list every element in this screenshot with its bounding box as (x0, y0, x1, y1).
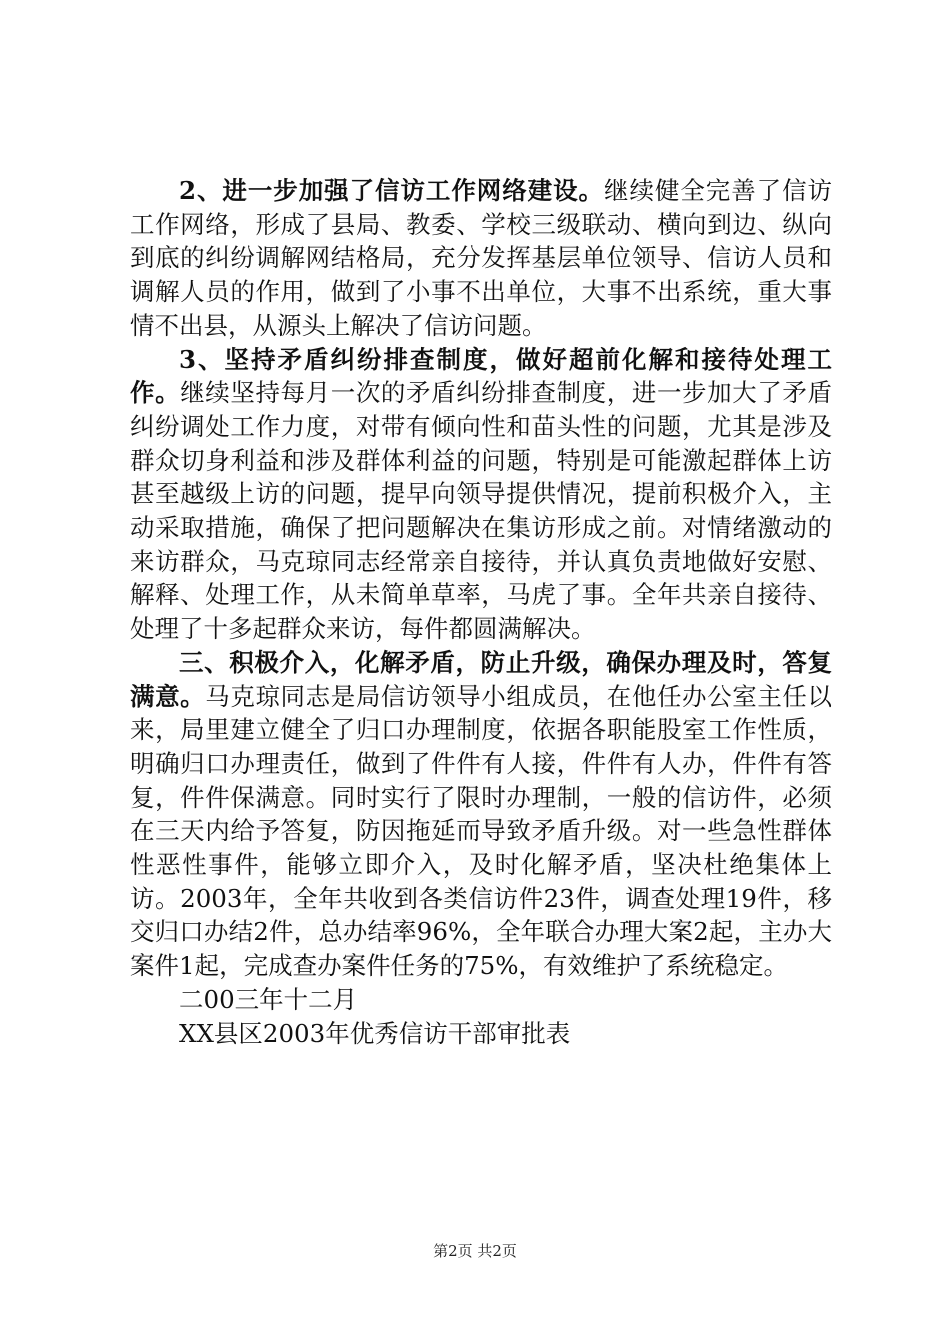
paragraph-heading: 3、坚持矛盾纠纷排查制度，做好超前化解和接待处理工作。 (130, 344, 832, 408)
paragraph-dispute-screening (130, 343, 832, 646)
paragraph-network-building (130, 174, 832, 343)
document-body (130, 174, 832, 1050)
date-line: 二00三年十二月 (179, 984, 358, 1014)
paragraph-text: 继续坚持每月一次的矛盾纠纷排查制度，进一步加大了矛盾纠纷调处工作力度，对带有倾向性和苗头性的问题，尤其是涉及群众切身利益和涉及群体利益的问题，特别是可能激起群体上访甚至越级上访的问题，提早向领导提供情况，提前积极介入，主动采取措施，确保了把问题解决在集访形成之前。对情绪激动的来访群众，马克琼同志经常亲自接待，并认真负责地做好安慰、解释、处理工作，从未简单草率，马虎了事。全年共亲自接待、处理了十多起群众来访，每件都圆满解决。 (130, 378, 832, 644)
paragraph-heading: 三、积极介入，化解矛盾，防止升级，确保办理及时，答复满意。 (130, 647, 832, 711)
page-number-footer: 第2页 共2页 (433, 1242, 517, 1260)
next-document-title: XX县区2003年优秀信访干部审批表 (179, 1018, 571, 1048)
paragraph-heading: 2、进一步加强了信访工作网络建设。 (179, 176, 604, 205)
paragraph-text: 继续健全完善了信访工作网络，形成了县局、教委、学校三级联动、横向到边、纵向到底的纠纷调解网结格局，充分发挥基层单位领导、信访人员和调解人员的作用，做到了小事不出单位，大事不出系统，重大事情不出县，从源头上解决了信访问题。 (130, 176, 833, 340)
paragraph-intervention (130, 646, 832, 983)
paragraph-text: 马克琼同志是局信访领导小组成员，在他任办公室主任以来，局里建立健全了归口办理制度，依据各职能股室工作性质，明确归口办理责任，做到了件件有人接，件件有人办，件件有答复，件件保满意。同时实行了限时办理制，一般的信访件，必须在三天内给予答复，防因拖延而导致矛盾升级。对一些急性群体性恶性事件，能够立即介入，及时化解矛盾，坚决杜绝集体上访。2003年，全年共收到各类信访件23件，调查处理19件，移交归口办结2件，总办结率96%，全年联合办理大案2起，主办大案件1起，完成查办案件任务的75%，有效维护了系统稳定。 (130, 681, 833, 981)
